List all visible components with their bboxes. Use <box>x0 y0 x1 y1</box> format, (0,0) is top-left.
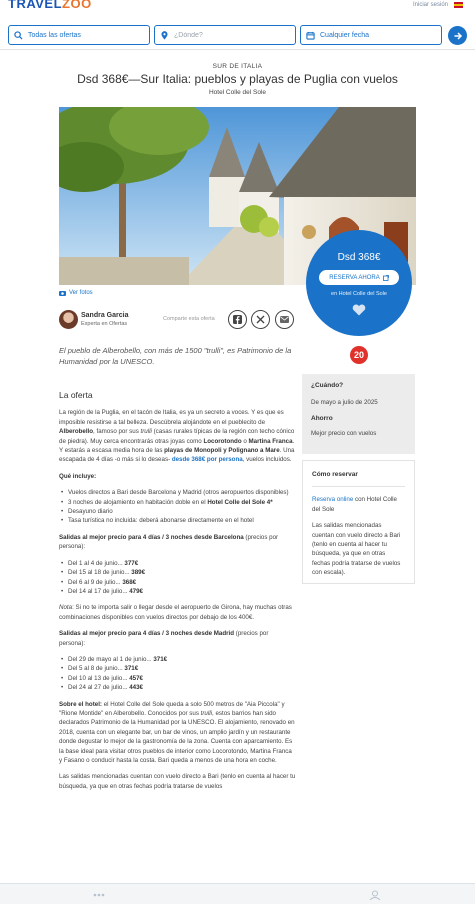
deal-title: Dsd 368€—Sur Italia: pueblos y playas de Puglia con vuelos <box>77 72 398 86</box>
calendar-icon <box>306 31 315 40</box>
share-facebook-button[interactable] <box>228 310 247 329</box>
location-pin-icon <box>160 31 169 40</box>
list-item: • Del 10 al 13 de julio... 457€ <box>59 674 296 683</box>
list-item: • Vuelos directos a Bari desde Barcelona y Madrid (otros aeropuertos disponibles) <box>59 488 296 497</box>
external-link-icon <box>383 275 389 281</box>
closing-paragraph: Las salidas mencionadas cuentan con vuelo directo a Bari (tenlo en cuenta al hacer tu búsqueda, ya que en otras fechas podría tratarse de vuelos <box>59 773 296 790</box>
barcelona-dates-list <box>59 559 296 597</box>
how-to-book-text: Reserva online con Hotel Colle del Sole <box>312 496 397 513</box>
x-icon <box>256 315 265 324</box>
share-label: Comparte esta oferta <box>163 316 215 322</box>
list-item: • Del 14 al 17 de julio... 479€ <box>59 587 296 596</box>
list-item: • Del 29 de mayo al 1 de junio... 371€ <box>59 655 296 664</box>
menu-dots-icon[interactable] <box>92 890 106 900</box>
deal-quote: El pueblo de Alberobello, con más de 1500 "trulli", es Patrimonio de la Humanidad por la UNESCO. <box>59 346 292 366</box>
list-item: • Desayuno diario <box>59 507 296 516</box>
list-item: • Del 1 al 4 de junio... 377€ <box>59 559 296 568</box>
note-paragraph: Nota: Si no te importa salir o llegar desde el aeropuerto de Girona, hay muchas otras combinaciones disponibles con vuelos directos por debajo de los 400€. <box>59 604 292 621</box>
savings-label: Ahorro <box>311 415 333 422</box>
list-item: • 3 noches de alojamiento en habitación doble en el Hotel Colle del Sole 4* <box>59 498 296 507</box>
includes-list <box>59 488 296 526</box>
list-item: • Del 6 al 9 de julio... 368€ <box>59 578 296 587</box>
list-item: • Del 24 al 27 de julio... 443€ <box>59 683 296 692</box>
price-link[interactable]: desde 368€ por persona <box>171 456 243 464</box>
facebook-icon <box>233 315 242 324</box>
book-now-button[interactable]: RESERVA AHORA <box>319 270 399 285</box>
bottom-navigation <box>0 883 475 904</box>
share-email-button[interactable] <box>275 310 294 329</box>
section-heading: La oferta <box>59 390 93 400</box>
login-link[interactable]: Iniciar sesión <box>412 2 448 8</box>
price-circle <box>306 230 412 336</box>
spain-flag-icon[interactable] <box>454 2 463 8</box>
top-right-links <box>413 2 463 8</box>
book-online-link[interactable]: Reserva online <box>312 496 354 504</box>
author-role: Experta en Ofertas <box>81 321 128 327</box>
when-label: ¿Cuándo? <box>311 382 344 389</box>
list-item: • Del 5 al 8 de junio... 371€ <box>59 664 296 673</box>
how-to-book-note: Las salidas mencionadas cuentan con vuelo directo a Bari (tenlo en cuenta al hacer tu búsqueda, ya que en otras fechas podría tratarse de vuelos con escala). <box>312 522 401 577</box>
heart-icon[interactable] <box>352 304 366 316</box>
travelzoo-logo[interactable]: TRAVELZOO <box>8 0 92 11</box>
account-icon[interactable] <box>368 890 382 900</box>
barcelona-heading: Salidas al mejor precio para 4 días / 3 noches desde Barcelona (precios por persona): <box>59 533 279 551</box>
price-hotel-note: en Hotel Colle del Sole <box>331 291 387 297</box>
view-photos-link[interactable]: Ver fotos <box>59 290 93 296</box>
author-name: Sandra Garcia <box>81 312 129 319</box>
when-box <box>302 374 415 454</box>
deal-price: Dsd 368€ <box>337 252 381 263</box>
share-x-button[interactable] <box>251 310 270 329</box>
search-bar <box>8 25 468 45</box>
list-item: • Del 15 al 18 de junio... 389€ <box>59 568 296 577</box>
where-input[interactable] <box>174 32 274 39</box>
search-icon <box>14 31 23 40</box>
deal-kicker: SUR DE ITALIA <box>212 63 263 70</box>
email-icon <box>280 316 289 323</box>
search-submit-button[interactable] <box>448 26 467 45</box>
list-item: • Tasa turística no incluida: deberá abonarse directamente en el hotel <box>59 516 296 525</box>
deal-rank-badge: 20 <box>350 346 368 364</box>
how-to-book-box <box>302 460 415 584</box>
camera-icon <box>59 290 66 296</box>
includes-heading: Qué incluye: <box>59 472 97 480</box>
savings-value: Mejor precio con vuelos <box>311 430 377 437</box>
deal-body <box>59 391 296 798</box>
deals-filter[interactable]: Todas las ofertas <box>8 25 150 45</box>
where-field[interactable] <box>154 25 296 45</box>
madrid-dates-list <box>59 655 296 693</box>
author-avatar <box>59 310 78 329</box>
date-field[interactable]: Cualquier fecha <box>300 25 442 45</box>
when-value: De mayo a julio de 2025 <box>311 399 378 406</box>
arrow-right-icon <box>453 31 463 41</box>
how-to-book-label: Cómo reservar <box>312 471 358 478</box>
divider <box>312 486 405 487</box>
madrid-heading: Salidas al mejor precio para 4 días / 3 noches desde Madrid (precios por persona): <box>59 630 269 647</box>
top-header <box>0 0 475 50</box>
intro-paragraph: La región de la Puglia, en el tacón de Italia, es ya un secreto a voces. Y es que es imposible resistirse a tal belleza. Descúbrela alojándote en el pueblecito de Alberobello, famoso por sus trulli (casas rurales típicas de la región con techo cónico de piedra). Muy cerca encontrarás otras joyas como Locorotondo o Martina Franca. Y estarás a escasa media hora de las playas de Monopoli y Polignano a Mare. Una escapada de 4 días -o más si lo deseas- desde 368€ por persona, vuelos incluidos. <box>59 409 295 464</box>
hotel-paragraph: Sobre el hotel: el Hotel Colle del Sole queda a solo 500 metros de "Aia Piccola" y "Rione Montide" en Alberobello. Conocidos por sus trulli, estos barrios han sido declarados Patrimonio de la Humanidad por la UNESCO. El alojamiento, renovado en 2018, cuenta con un elegante bar, un bar de vinos, un amplio jardín y un restaurante donde degustar lo mejor de la gastronomía de la zona. Cuenta con aparcamiento. Es la base ideal para visitar otros pueblos de interior como Locorotondo, Martina Franca y Fasano o conducir hasta la costa. Bari queda a menos de una hora en coche. <box>59 700 295 764</box>
deal-hotel-name: Hotel Colle del Sole <box>208 89 267 96</box>
